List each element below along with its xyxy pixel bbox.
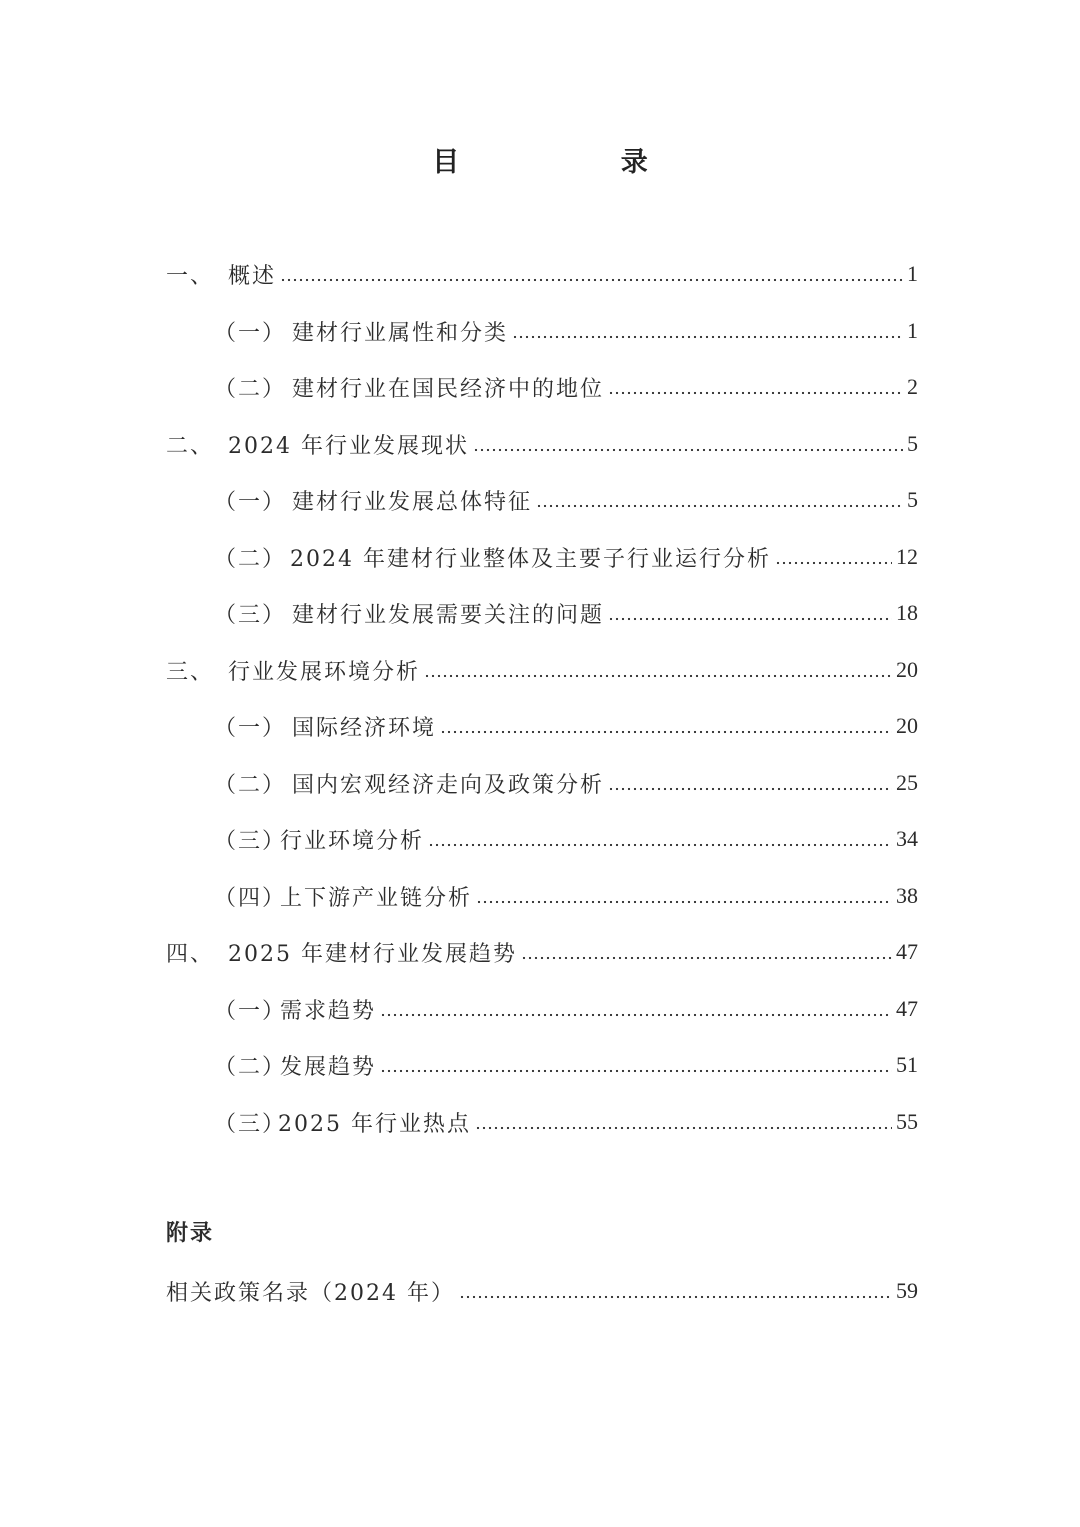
toc-entry-number: （三） xyxy=(214,602,287,628)
dot-leader xyxy=(280,278,903,282)
toc-entry-page: 47 xyxy=(896,939,918,964)
dot-leader xyxy=(459,1295,892,1299)
toc-entry-page: 5 xyxy=(907,431,918,456)
toc-entry[interactable] xyxy=(214,1047,918,1083)
toc-entry-title: 发展趋势 xyxy=(280,1054,377,1080)
toc-entry-page: 38 xyxy=(896,883,918,908)
toc-entry-title: 2024 年行业发展现状 xyxy=(228,433,469,459)
appendix-heading: 附录 xyxy=(166,1220,215,1246)
toc-entry-title: 国际经济环境 xyxy=(292,715,437,741)
dot-leader xyxy=(440,730,892,734)
toc-entry-page: 51 xyxy=(896,1052,918,1077)
dot-leader xyxy=(380,1013,892,1017)
dot-leader xyxy=(608,617,892,621)
toc-entry-number: （一） xyxy=(214,998,287,1024)
toc-entry-number: 四、 xyxy=(166,941,215,967)
toc-entry-page: 47 xyxy=(896,996,918,1021)
toc-entry-number: （一） xyxy=(214,320,287,346)
dot-leader xyxy=(428,843,892,847)
toc-entry-title: 概述 xyxy=(228,263,277,289)
page-title: 目 录 xyxy=(432,147,724,178)
toc-entry[interactable] xyxy=(166,934,918,970)
toc-entry-page: 1 xyxy=(907,261,918,286)
toc-entry-number: （二） xyxy=(214,772,287,798)
toc-entry-number: （二） xyxy=(214,546,287,572)
dot-leader xyxy=(475,1126,892,1130)
dot-leader xyxy=(536,504,903,508)
toc-entry-page: 25 xyxy=(896,770,918,795)
appendix-entry-title: 相关政策名录（2024 年） xyxy=(166,1280,455,1306)
toc-entry[interactable] xyxy=(214,708,918,744)
toc-entry-page: 1 xyxy=(907,318,918,343)
toc-entry-number: 二、 xyxy=(166,433,215,459)
toc-entry-title: 需求趋势 xyxy=(280,998,377,1024)
toc-entry-title: 2025 年行业热点 xyxy=(278,1111,471,1137)
toc-entry-page: 20 xyxy=(896,713,918,738)
toc-entry-title: 2024 年建材行业整体及主要子行业运行分析 xyxy=(290,546,771,572)
toc-entry-title: 建材行业发展总体特征 xyxy=(292,489,533,515)
toc-entry-number: （三） xyxy=(214,828,287,854)
toc-entry-number: （二） xyxy=(214,376,287,402)
dot-leader xyxy=(512,335,903,339)
toc-entry[interactable] xyxy=(214,313,918,349)
toc-entry-title: 建材行业发展需要关注的问题 xyxy=(292,602,605,628)
toc-entry[interactable] xyxy=(214,539,918,575)
toc-entry[interactable] xyxy=(214,765,918,801)
dot-leader xyxy=(775,561,892,565)
toc-entry-page: 34 xyxy=(896,826,918,851)
toc-entry[interactable] xyxy=(214,482,918,518)
dot-leader xyxy=(608,787,892,791)
toc-entry-number: （二） xyxy=(214,1054,287,1080)
toc-entry-title: 2025 年建材行业发展趋势 xyxy=(228,941,517,967)
toc-entry[interactable] xyxy=(166,256,918,292)
toc-entry-page: 12 xyxy=(896,544,918,569)
toc-entry-page: 2 xyxy=(907,374,918,399)
dot-leader xyxy=(476,900,892,904)
toc-entry[interactable] xyxy=(214,821,918,857)
toc-entry-title: 国内宏观经济走向及政策分析 xyxy=(292,772,605,798)
toc-entry-title: 上下游产业链分析 xyxy=(280,885,473,911)
toc-entry-title: 建材行业属性和分类 xyxy=(292,320,509,346)
toc-entry[interactable] xyxy=(166,652,918,688)
toc-entry-number: （四） xyxy=(214,885,287,911)
toc-entry[interactable] xyxy=(166,426,918,462)
toc-entry[interactable] xyxy=(214,991,918,1027)
toc-entry-page: 5 xyxy=(907,487,918,512)
toc-entry[interactable] xyxy=(214,595,918,631)
dot-leader xyxy=(380,1069,892,1073)
toc-entry[interactable] xyxy=(214,1104,918,1140)
toc-entry-page: 20 xyxy=(896,657,918,682)
toc-entry-number: （一） xyxy=(214,715,287,741)
dot-leader xyxy=(608,391,903,395)
toc-entry-number: 一、 xyxy=(166,263,215,289)
toc-entry-number: 三、 xyxy=(166,659,215,685)
toc-entry[interactable] xyxy=(214,369,918,405)
dot-leader xyxy=(424,674,892,678)
toc-entry-page: 18 xyxy=(896,600,918,625)
toc-entry-title: 建材行业在国民经济中的地位 xyxy=(292,376,605,402)
dot-leader xyxy=(521,956,892,960)
appendix-entry-page: 59 xyxy=(896,1278,918,1303)
toc-entry-title: 行业发展环境分析 xyxy=(228,659,421,685)
toc-entry[interactable] xyxy=(214,878,918,914)
toc-entry-page: 55 xyxy=(896,1109,918,1134)
dot-leader xyxy=(473,448,903,452)
toc-entry-number: （三） xyxy=(214,1111,287,1137)
toc-entry-title: 行业环境分析 xyxy=(280,828,425,854)
appendix-entry[interactable] xyxy=(166,1273,918,1309)
toc-entry-number: （一） xyxy=(214,489,287,515)
